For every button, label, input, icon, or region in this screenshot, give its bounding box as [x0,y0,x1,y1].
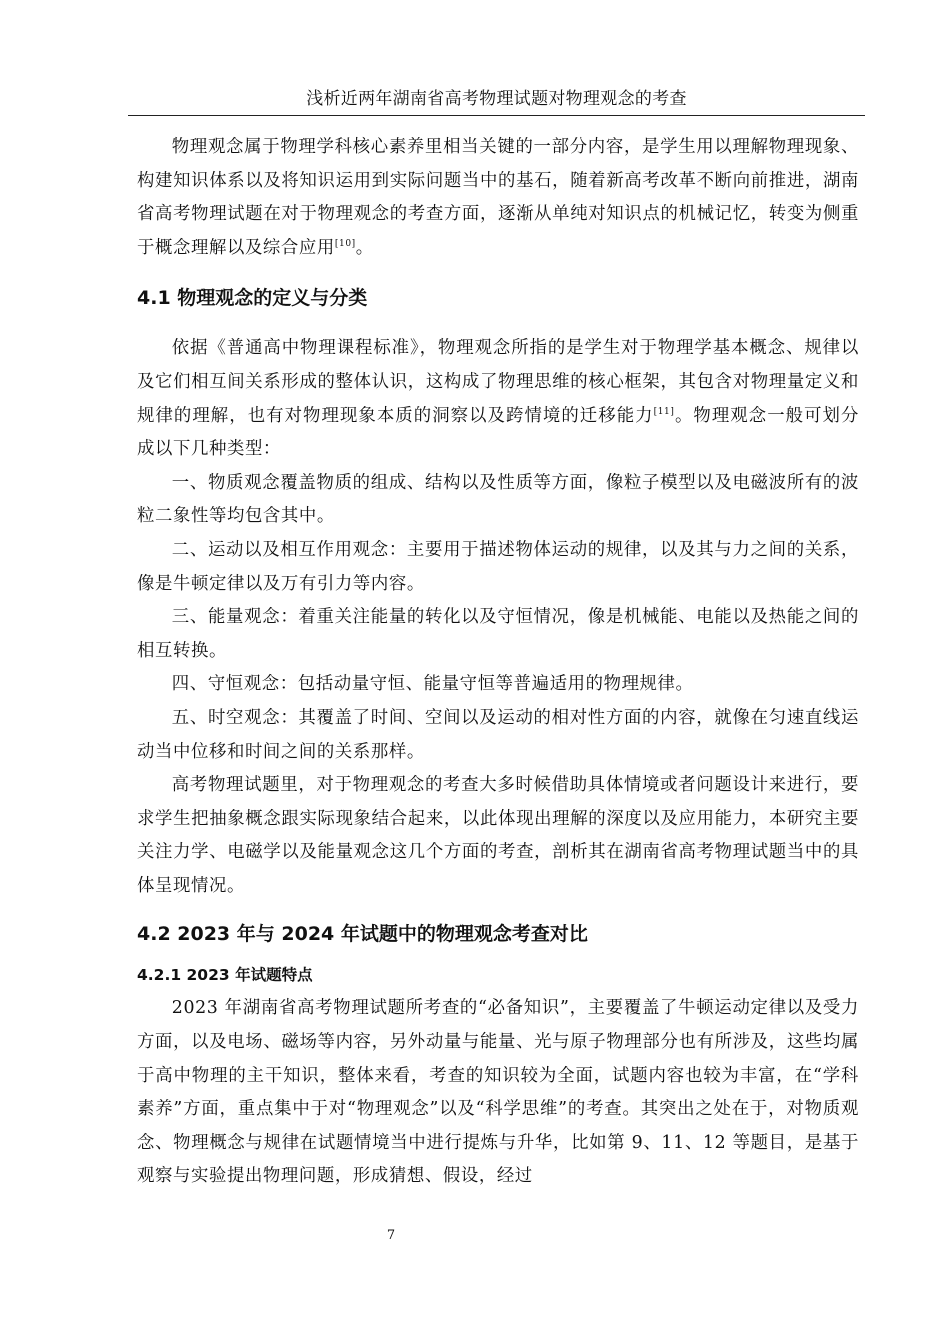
type-item-conservation: 四、守恒观念：包括动量守恒、能量守恒等普遍适用的物理规律。 [171,674,694,695]
type-item-motion: 二、运动以及相互作用观念：主要用于描述物体运动的规律，以及其与力之间的关系，像是牛顿定律以及万有引力等内容。 [137,539,859,594]
definition-text: 依据《普通高中物理课程标准》，物理观念所指的是学生对于物理学基本概念、规律以及它们相互间关系形成的整体认识，这构成了物理思维的核心框架，其包含对物理量定义和规律的理解，也有对物理现象本质的洞察以及跨情境的迁移能力 [137,338,859,426]
section-heading-4-2: 4.2 2023 年与 2024 年试题中的物理观念考查对比 [137,923,588,946]
definition-end: 。物理观念一般可划分成以下几种类型： [137,405,859,460]
running-header: 浅析近两年湖南省高考物理试题对物理观念的考查 [128,88,865,116]
section-heading-4-1: 4.1 物理观念的定义与分类 [137,287,368,310]
features-2023-paragraph: 2023 年湖南省高考物理试题所考查的“必备知识”，主要覆盖了牛顿运动定律以及受力方面，以及电场、磁场等内容，另外动量与能量、光与原子物理部分也有所涉及，这些均属于高中物理的主干知识，整体来看，考查的知识较为全面，试题内容也较为丰富，在“学科素养”方面，重点集中于对“物理观念”以及“科学思维”的考查。其突出之处在于，对物质观念、物理概念与规律在试题情境当中进行提炼与升华，比如第 9、11、12 等题目，是基于观察与实验提出物理问题，形成猜想、假设，经过 [137,998,859,1187]
citation-ref: [11] [653,406,675,417]
intro-text: 物理观念属于物理学科核心素养里相当关键的一部分内容，是学生用以理解物理现象、构建知识体系以及将知识运用到实际问题当中的基石，随着新高考改革不断向前推进，湖南省高考物理试题在对于物理观念的考查方面，逐渐从单纯对知识点的机械记忆，转变为侧重于概念理解以及综合应用 [137,137,859,258]
intro-paragraph [137,131,859,265]
intro-end: 。 [355,237,374,258]
citation-ref: [10] [334,238,356,249]
page-number: 7 [386,1228,396,1243]
type-item-spacetime: 五、时空观念：其覆盖了时间、空间以及运动的相对性方面的内容，就像在匀速直线运动当中位移和时间之间的关系那样。 [137,707,859,762]
type-item-matter: 一、物质观念覆盖物质的组成、结构以及性质等方面，像粒子模型以及电磁波所有的波粒二象性等均包含其中。 [137,472,859,527]
subsection-heading-4-2-1: 4.2.1 2023 年试题特点 [137,966,313,985]
page-content [137,131,859,1194]
exam-focus-paragraph: 高考物理试题里，对于物理观念的考查大多时候借助具体情境或者问题设计来进行，要求学生把抽象概念跟实际现象结合起来，以此体现出理解的深度以及应用能力，本研究主要关注力学、电磁学以及能量观念这几个方面的考查，剖析其在湖南省高考物理试题当中的具体呈现情况。 [137,775,859,896]
definition-paragraph [137,332,859,466]
type-item-energy: 三、能量观念：着重关注能量的转化以及守恒情况，像是机械能、电能以及热能之间的相互转换。 [137,607,859,661]
